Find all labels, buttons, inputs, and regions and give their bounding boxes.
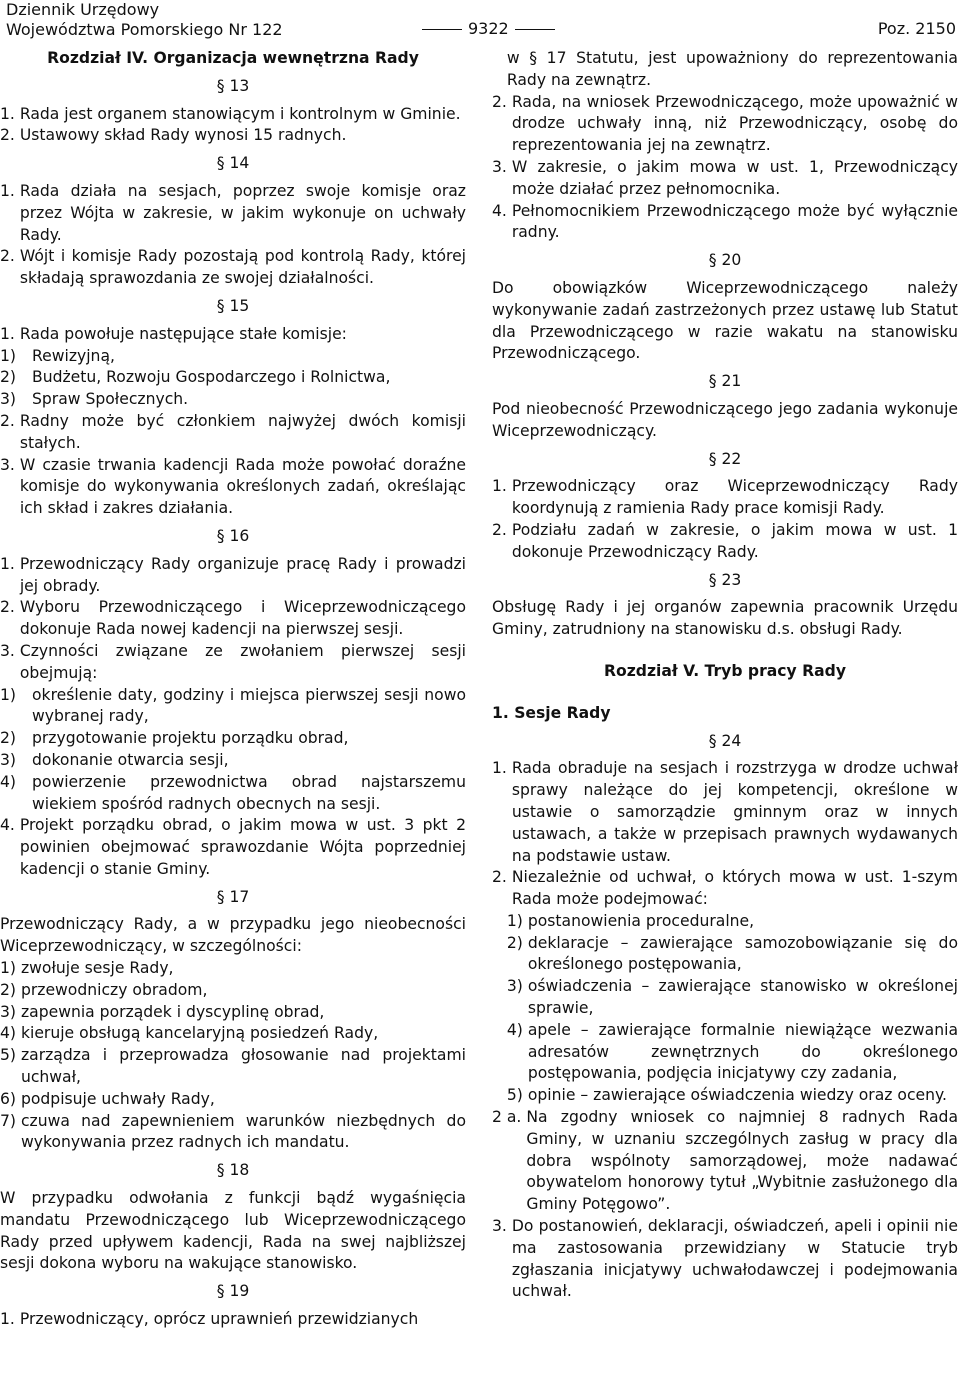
paragraph: 2. Wyboru Przewodniczącego i Wiceprzewodniczącego dokonuje Rada nowej kadencji na pierwszej sesji. bbox=[0, 598, 466, 639]
list-item: 5) opinie – zawierające oświadczenia wiedzy oraz oceny. bbox=[492, 1086, 947, 1105]
list-item: 5) zarządza i przeprowadza głosowanie nad projektami uchwał, bbox=[0, 1046, 466, 1087]
list-item: 7) czuwa nad zapewnieniem warunków niezbędnych do wykonywania przez radnych ich mandatu. bbox=[0, 1111, 466, 1152]
rule-right bbox=[515, 29, 555, 30]
voivodeship-issue: Województwa Pomorskiego Nr 122 bbox=[6, 20, 283, 39]
paragraph: 2. Radny może być członkiem najwyżej dwóch komisji stałych. bbox=[0, 411, 466, 452]
page-number-text: 9322 bbox=[468, 19, 509, 38]
section-21: § 21 bbox=[708, 372, 742, 391]
list-item: 1) postanowienia proceduralne, bbox=[492, 911, 755, 930]
list-item: 4) apele – zawierające formalnie niewiążące wezwania adresatów zewnętrznych do określonego postępowania, podjęcia inicjatywy czy zadania, bbox=[492, 1020, 958, 1083]
paragraph: 1. Przewodniczący, oprócz uprawnień przewidzianych bbox=[0, 1310, 419, 1329]
list-item: 1) określenie daty, godziny i miejsca pierwszej sesji nowo wybranej rady, bbox=[0, 685, 466, 726]
paragraph: 2. Ustawowy skład Rady wynosi 15 radnych. bbox=[0, 126, 347, 145]
section-22: § 22 bbox=[708, 449, 742, 468]
list-item: 1) Rewizyjną, bbox=[0, 346, 115, 365]
list-item: 3) oświadczenia – zawierające stanowisko w określonej sprawie, bbox=[492, 977, 958, 1018]
section-15: § 15 bbox=[216, 296, 250, 315]
section-17: § 17 bbox=[216, 887, 250, 906]
list-item: 2) przygotowanie projektu porządku obrad, bbox=[0, 729, 349, 748]
section-13: § 13 bbox=[216, 76, 250, 95]
page-number bbox=[416, 19, 561, 39]
paragraph: w § 17 Statutu, jest upoważniony do reprezentowania Rady na zewnątrz. bbox=[506, 49, 958, 89]
list-item: 3) Spraw Społecznych. bbox=[0, 390, 189, 409]
section-20: § 20 bbox=[708, 251, 742, 270]
list-item: 4) kieruje obsługą kancelaryjną posiedzeń Rady, bbox=[0, 1024, 379, 1043]
list-item: 2) przewodniczy obradom, bbox=[0, 980, 208, 999]
paragraph: 3. W zakresie, o jakim mowa w ust. 1, Przewodniczący może działać przez pełnomocnika. bbox=[492, 157, 958, 198]
paragraph: 2 a. Na zgodny wniosek co najmniej 8 radnych Rada Gminy, w uznaniu szczególnych zasług w pracy dla dobra wspólnoty samorządowej, może nadawać obywatelom honorowy tytuł „Wybitnie zasłużonego dla Gminy Potęgowo”. bbox=[492, 1108, 958, 1214]
paragraph: Przewodniczący Rady, a w przypadku jego nieobecności Wiceprzewodniczący, w szczególności: bbox=[0, 915, 466, 956]
paragraph: 2. Rada, na wniosek Przewodniczącego, może upoważnić w drodze uchwały inną, niż Przewodniczący, osobę do reprezentowania jej na zewnątrz. bbox=[492, 92, 958, 155]
paragraph: W przypadku odwołania z funkcji bądź wygaśnięcia mandatu Przewodniczącego lub Wiceprzewodniczącego Rady przed upływem kadencji, Rada na swej najbliższej sesji dokona wyboru na wakujące stanowisko. bbox=[0, 1189, 466, 1273]
section-24: § 24 bbox=[708, 731, 742, 750]
right-column bbox=[492, 48, 958, 1303]
journal-name: Dziennik Urzędowy bbox=[6, 0, 160, 19]
journal-title bbox=[6, 0, 283, 40]
list-item: 1) zwołuje sesje Rady, bbox=[0, 959, 174, 978]
section-18: § 18 bbox=[216, 1161, 250, 1180]
paragraph: 2. Wójt i komisje Rady pozostają pod kontrolą Rady, której składają sprawozdania ze swojej działalności. bbox=[0, 247, 466, 288]
paragraph: Pod nieobecność Przewodniczącego jego zadania wykonuje Wiceprzewodniczący. bbox=[492, 399, 958, 440]
section-19: § 19 bbox=[216, 1282, 250, 1301]
chapter-heading: Rozdział IV. Organizacja wewnętrzna Rady bbox=[47, 49, 419, 67]
paragraph: 3. W czasie trwania kadencji Rada może powołać doraźne komisje do wykonywania określonych zadań, określając ich skład i zakres działania. bbox=[0, 455, 466, 518]
spacer bbox=[492, 641, 958, 661]
paragraph: 1. Rada działa na sesjach, poprzez swoje komisje oraz przez Wójta w zakresie, w jakim wykonuje on uchwały Rady. bbox=[0, 181, 466, 244]
list-item: 2) Budżetu, Rozwoju Gospodarczego i Rolnictwa, bbox=[0, 368, 391, 387]
section-23: § 23 bbox=[708, 570, 742, 589]
list-item: 6) podpisuje uchwały Rady, bbox=[0, 1089, 215, 1108]
paragraph: 2. Niezależnie od uchwał, o których mowa w ust. 1-szym Rada może podejmować: bbox=[492, 868, 958, 909]
subchapter-heading: 1. Sesje Rady bbox=[492, 703, 611, 722]
spacer bbox=[492, 683, 958, 703]
left-column bbox=[0, 48, 466, 1331]
paragraph: 1. Rada obraduje na sesjach i rozstrzyga w drodze uchwał sprawy należące do jej kompetencji, określone w ustawie o samorządzie gminnym oraz w innych ustawach, a także w przepisach prawnych wydawanych na podstawie ustaw. bbox=[492, 759, 958, 865]
position-number: Poz. 2150 bbox=[877, 19, 956, 38]
paragraph: 3. Do postanowień, deklaracji, oświadczeń, apeli i opinii nie ma zastosowania przewidziany w Statucie tryb zgłaszania inicjatywy uchwałodawczej i podejmowania uchwał. bbox=[492, 1217, 958, 1301]
paragraph: 1. Przewodniczący oraz Wiceprzewodniczący Rady koordynują z ramienia Rady prace komisji Rady. bbox=[492, 477, 958, 518]
paragraph: Obsługę Rady i jej organów zapewnia pracownik Urzędu Gminy, zatrudniony na stanowisku d.s. obsługi Rady. bbox=[492, 598, 958, 639]
rule-left bbox=[422, 29, 462, 30]
paragraph: 2. Podziału zadań w zakresie, o jakim mowa w ust. 1 dokonuje Przewodniczący Rady. bbox=[492, 520, 958, 561]
paragraph: 4. Projekt porządku obrad, o jakim mowa w ust. 3 pkt 2 powinien obejmować sprawozdanie Wójta poprzedniej kadencji o stanie Gminy. bbox=[0, 816, 466, 878]
page-header bbox=[0, 0, 960, 40]
list-item: 3) dokonanie otwarcia sesji, bbox=[0, 750, 229, 769]
paragraph: 1. Rada powołuje następujące stałe komisje: bbox=[0, 324, 347, 343]
paragraph: 3. Czynności związane ze zwołaniem pierwszej sesji obejmują: bbox=[0, 641, 466, 682]
paragraph: 1. Rada jest organem stanowiącym i kontrolnym w Gminie. bbox=[0, 104, 461, 123]
chapter-heading: Rozdział V. Tryb pracy Rady bbox=[604, 661, 846, 680]
paragraph: 4. Pełnomocnikiem Przewodniczącego może być wyłącznie radny. bbox=[492, 201, 958, 242]
section-16: § 16 bbox=[216, 526, 250, 545]
section-14: § 14 bbox=[216, 154, 250, 173]
list-item: 2) deklaracje – zawierające samozobowiązanie się do określonego postępowania, bbox=[492, 933, 958, 974]
paragraph: 1. Przewodniczący Rady organizuje pracę Rady i prowadzi jej obrady. bbox=[0, 554, 466, 595]
paragraph: Do obowiązków Wiceprzewodniczącego należy wykonywanie zadań zastrzeżonych przez ustawę lub Statut dla Przewodniczącego w razie wakatu na stanowisku Przewodniczącego. bbox=[492, 278, 958, 363]
list-item: 4) powierzenie przewodnictwa obrad najstarszemu wiekiem spośród radnych obecnych na sesji. bbox=[0, 772, 466, 813]
list-item: 3) zapewnia porządek i dyscyplinę obrad, bbox=[0, 1002, 325, 1021]
